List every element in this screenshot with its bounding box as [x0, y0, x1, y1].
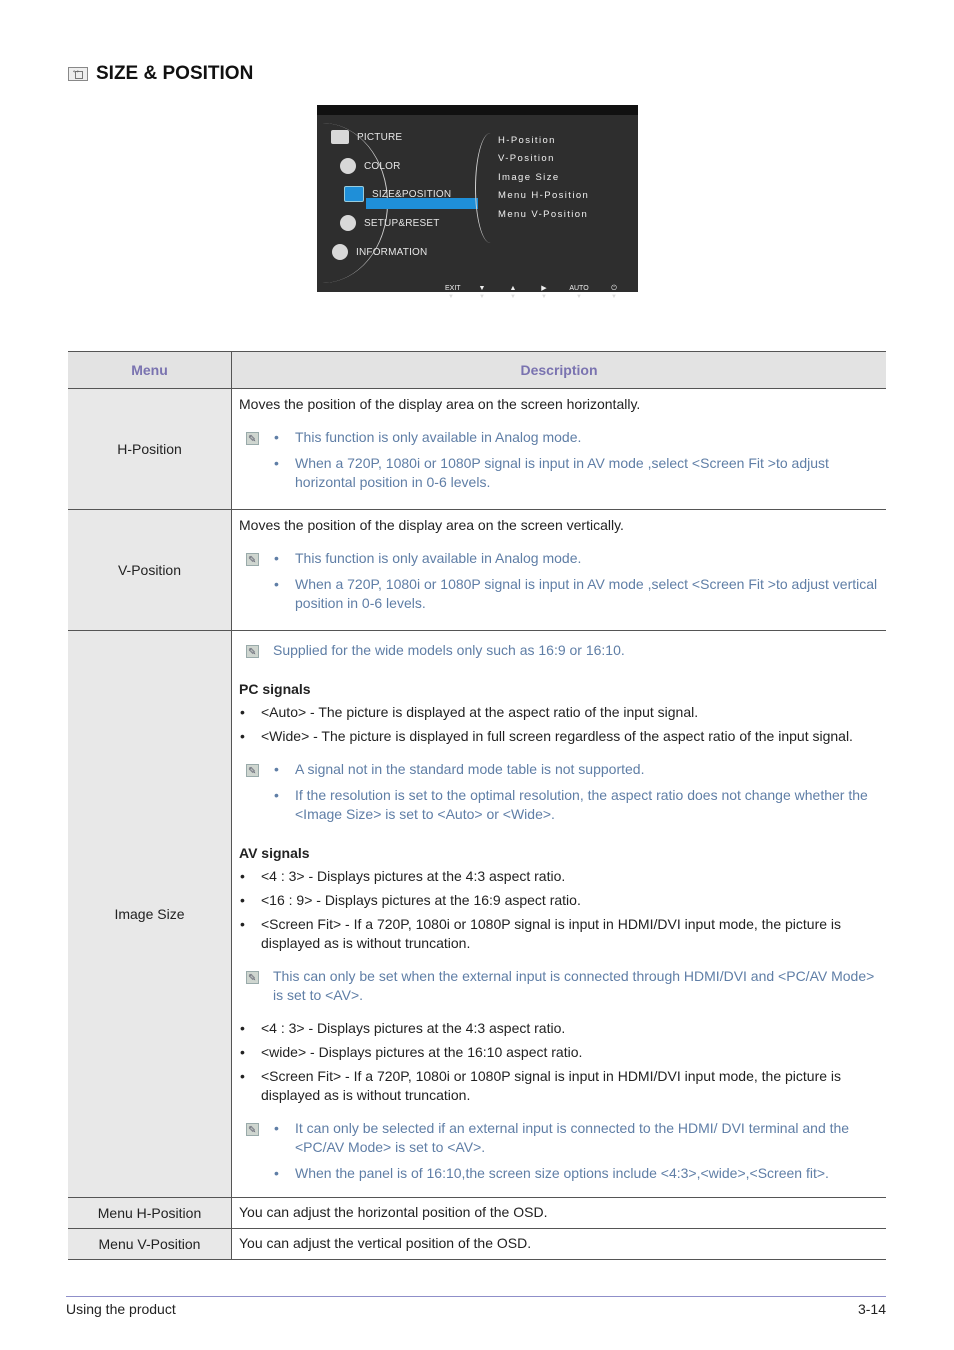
- osd-sub-v-position: V-Position: [498, 153, 555, 164]
- menu-cell: Menu V-Position: [68, 1229, 232, 1260]
- menu-cell: Menu H-Position: [68, 1198, 232, 1229]
- menu-cell: H-Position: [68, 389, 232, 510]
- osd-sub-image-size: Image Size: [498, 172, 560, 183]
- note-icon: [246, 645, 259, 658]
- note-item: • When the panel is of 16:10,the screen size options include <4:3>,<wide>,<Screen fit>.: [273, 1164, 878, 1183]
- note-block: [239, 760, 878, 824]
- color-palette-icon: [340, 158, 356, 174]
- osd-item-color: COLOR: [340, 158, 401, 174]
- settings-table: [68, 351, 886, 1260]
- osd-sub-arc: [475, 133, 506, 243]
- list-item: • <4 : 3> - Displays pictures at the 4:3 aspect ratio.: [239, 867, 878, 886]
- footer-page-number: 3-14: [857, 1301, 886, 1317]
- info-icon: [332, 244, 348, 260]
- osd-exit-button: EXIT ▼: [445, 285, 461, 300]
- note-block: [239, 641, 878, 660]
- note-icon: [246, 432, 259, 445]
- note-item: • This function is only available in Analog mode.: [273, 549, 878, 568]
- section-title: [68, 63, 253, 85]
- description-cell: [232, 631, 887, 1198]
- description-cell: You can adjust the vertical position of the OSD.: [232, 1229, 887, 1260]
- menu-cell: Image Size: [68, 631, 232, 1198]
- list-item: • <16 : 9> - Displays pictures at the 16:9 aspect ratio.: [239, 891, 878, 910]
- osd-up-button: ▲ ▼: [509, 285, 517, 300]
- table-row-image-size: [68, 631, 886, 1198]
- note-item: • It can only be selected if an external input is connected to the HDMI/ DVI terminal and the <PC/AV Mode> is set to <AV>.: [273, 1119, 878, 1157]
- note-block: [239, 549, 878, 613]
- description-cell: [232, 389, 887, 510]
- column-header-description: Description: [232, 352, 887, 389]
- note-text: Supplied for the wide models only such as 16:9 or 16:10.: [273, 642, 625, 658]
- footer-divider: [66, 1296, 886, 1297]
- note-icon: [246, 1123, 259, 1136]
- note-item: • A signal not in the standard mode table is not supported.: [273, 760, 878, 779]
- osd-sub-menu-v-position: Menu V-Position: [498, 209, 589, 220]
- table-row-v-position: [68, 510, 886, 631]
- table-row-menu-h-position: [68, 1198, 886, 1229]
- list-item: • <Screen Fit> - If a 720P, 1080i or 1080P signal is input in HDMI/DVI input mode, the picture is displayed as is without truncation.: [239, 1067, 878, 1105]
- description-cell: [232, 510, 887, 631]
- osd-down-button: ▼ ▼: [478, 285, 486, 300]
- note-item: • When a 720P, 1080i or 1080P signal is input in AV mode ,select <Screen Fit >to adjust vertical position in 0-6 levels.: [273, 575, 878, 613]
- osd-item-picture: PICTURE: [331, 130, 402, 144]
- power-icon: ⏻ ▼: [611, 285, 617, 300]
- osd-item-information: INFORMATION: [332, 244, 427, 260]
- osd-item-size-position: SIZE&POSITION: [344, 186, 451, 202]
- list-item: • <wide> - Displays pictures at the 16:10 aspect ratio.: [239, 1043, 878, 1062]
- picture-icon: [331, 130, 349, 144]
- gear-icon: [340, 215, 356, 231]
- description-text: Moves the position of the display area on the screen vertically.: [239, 517, 624, 533]
- osd-auto-button: AUTO ▼: [569, 285, 589, 300]
- note-item: • This function is only available in Analog mode.: [273, 428, 878, 447]
- size-position-icon: [68, 67, 88, 81]
- description-text: Moves the position of the display area on the screen horizontally.: [239, 396, 641, 412]
- column-header-menu: Menu: [68, 352, 232, 389]
- note-block: [239, 967, 878, 1005]
- osd-enter-button: ▶ ▼: [541, 285, 547, 300]
- size-position-icon: [344, 186, 364, 202]
- list-item: • <Auto> - The picture is displayed at the aspect ratio of the input signal.: [239, 703, 878, 722]
- footer-section-name: Using the product: [66, 1301, 176, 1317]
- note-text: This can only be set when the external input is connected through HDMI/DVI and <PC/AV Mode> is set to <AV>.: [273, 968, 875, 1003]
- table-row-menu-v-position: [68, 1229, 886, 1260]
- osd-sub-menu-h-position: Menu H-Position: [498, 190, 590, 201]
- list-item: • <4 : 3> - Displays pictures at the 4:3 aspect ratio.: [239, 1019, 878, 1038]
- page-title: SIZE & POSITION: [96, 63, 254, 84]
- menu-cell: V-Position: [68, 510, 232, 631]
- pc-signals-heading: PC signals: [239, 681, 311, 697]
- note-block: [239, 1119, 878, 1183]
- note-icon: [246, 553, 259, 566]
- osd-button-bar: [445, 285, 620, 301]
- av-signals-heading: AV signals: [239, 845, 310, 861]
- table-row-h-position: [68, 389, 886, 510]
- list-item: • <Wide> - The picture is displayed in full screen regardless of the aspect ratio of the input signal.: [239, 727, 878, 746]
- osd-menu-screenshot: [317, 105, 638, 300]
- note-item: • When a 720P, 1080i or 1080P signal is input in AV mode ,select <Screen Fit >to adjust horizontal position in 0-6 levels.: [273, 454, 878, 492]
- note-icon: [246, 764, 259, 777]
- note-block: [239, 428, 878, 492]
- list-item: • <Screen Fit> - If a 720P, 1080i or 1080P signal is input in HDMI/DVI input mode, the picture is displayed as is without truncation.: [239, 915, 878, 953]
- osd-sub-h-position: H-Position: [498, 135, 556, 146]
- note-item: • If the resolution is set to the optimal resolution, the aspect ratio does not change whether the <Image Size> is set to <Auto> or <Wide>.: [273, 786, 878, 824]
- description-cell: You can adjust the horizontal position of the OSD.: [232, 1198, 887, 1229]
- osd-item-setup-reset: SETUP&RESET: [340, 215, 440, 231]
- note-icon: [246, 971, 259, 984]
